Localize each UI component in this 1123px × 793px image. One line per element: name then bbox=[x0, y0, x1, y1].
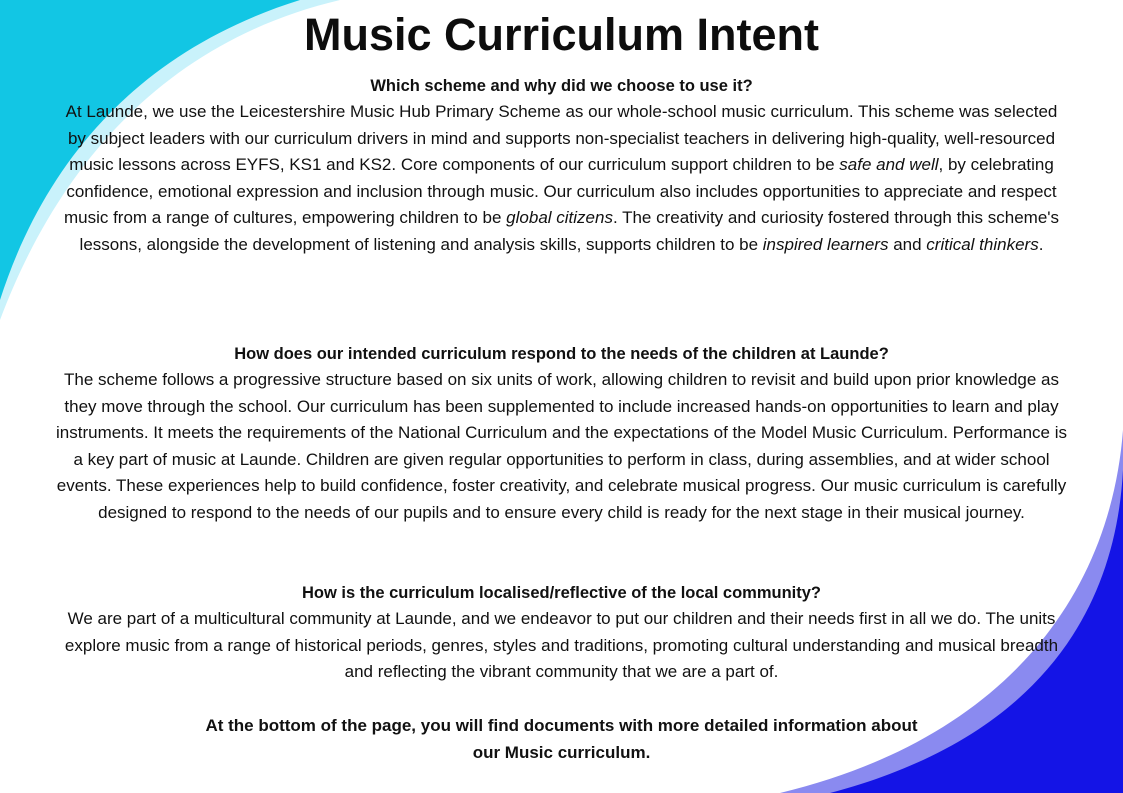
body-text: and bbox=[888, 234, 927, 254]
emphasis-inspired-learners: inspired learners bbox=[762, 234, 889, 254]
page-title: Music Curriculum Intent bbox=[303, 9, 820, 60]
section-body bbox=[57, 99, 1067, 258]
body-text: , by celebrating confidence, emotional expression and inclusion through music. Our curriculum also includes opportunities to appreciate and respect music from a range of cultures, empowering children to be bbox=[63, 155, 1057, 227]
closing-text: At the bottom of the page, you will find documents with more detailed information about our Music curriculum. bbox=[205, 716, 918, 762]
body-text: At Launde, we use the Leicestershire Music Hub Primary Scheme as our whole-school music curriculum. This scheme was selected by subject leaders with our curriculum drivers in mind and supports non-specialist teachers in delivering high-quality, well-resourced music lessons across EYFS, KS1 and KS2. Core components of our curriculum support children to be bbox=[65, 102, 1058, 174]
section-scheme-choice bbox=[0, 73, 1123, 258]
emphasis-safe-and-well: safe and well bbox=[839, 155, 939, 174]
body-text: . bbox=[1038, 234, 1044, 254]
emphasis-global-citizens: global citizens bbox=[506, 208, 613, 227]
section-body: We are part of a multicultural community at Launde, and we endeavor to put our children and their needs first in all we do. The units explore music from a range of historical periods, genres, styles and traditions, promoting cultural understanding and musical breadth and reflecting the vibrant community that we are a part of. bbox=[64, 609, 1059, 681]
section-heading: How does our intended curriculum respond to the needs of the children at Launde? bbox=[234, 345, 889, 363]
section-local-community bbox=[0, 580, 1123, 686]
section-needs-response bbox=[0, 341, 1123, 526]
emphasis-critical-thinkers: critical thinkers bbox=[926, 234, 1039, 254]
body-text: . The creativity and curiosity fostered through this scheme's lessons, alongside the development of listening and analysis skills, supports children to be bbox=[79, 208, 1060, 254]
section-heading: Which scheme and why did we choose to use it? bbox=[370, 77, 753, 95]
closing-note bbox=[0, 712, 1123, 766]
section-body: The scheme follows a progressive structure based on six units of work, allowing children to revisit and build upon prior knowledge as they move through the school. Our curriculum has been supplemented to include increased hands-on opportunities to learn and play instruments. It meets the requirements of the National Curriculum and the expectations of the Model Music Curriculum. Performance is a key part of music at Launde. Children are given regular opportunities to perform in class, during assemblies, and at wider school events. These experiences help to build confidence, foster creativity, and celebrate musical progress. Our music curriculum is carefully designed to respond to the needs of our pupils and to ensure every child is ready for the next stage in their musical journey. bbox=[56, 370, 1067, 522]
section-heading: How is the curriculum localised/reflective of the local community? bbox=[302, 584, 821, 602]
